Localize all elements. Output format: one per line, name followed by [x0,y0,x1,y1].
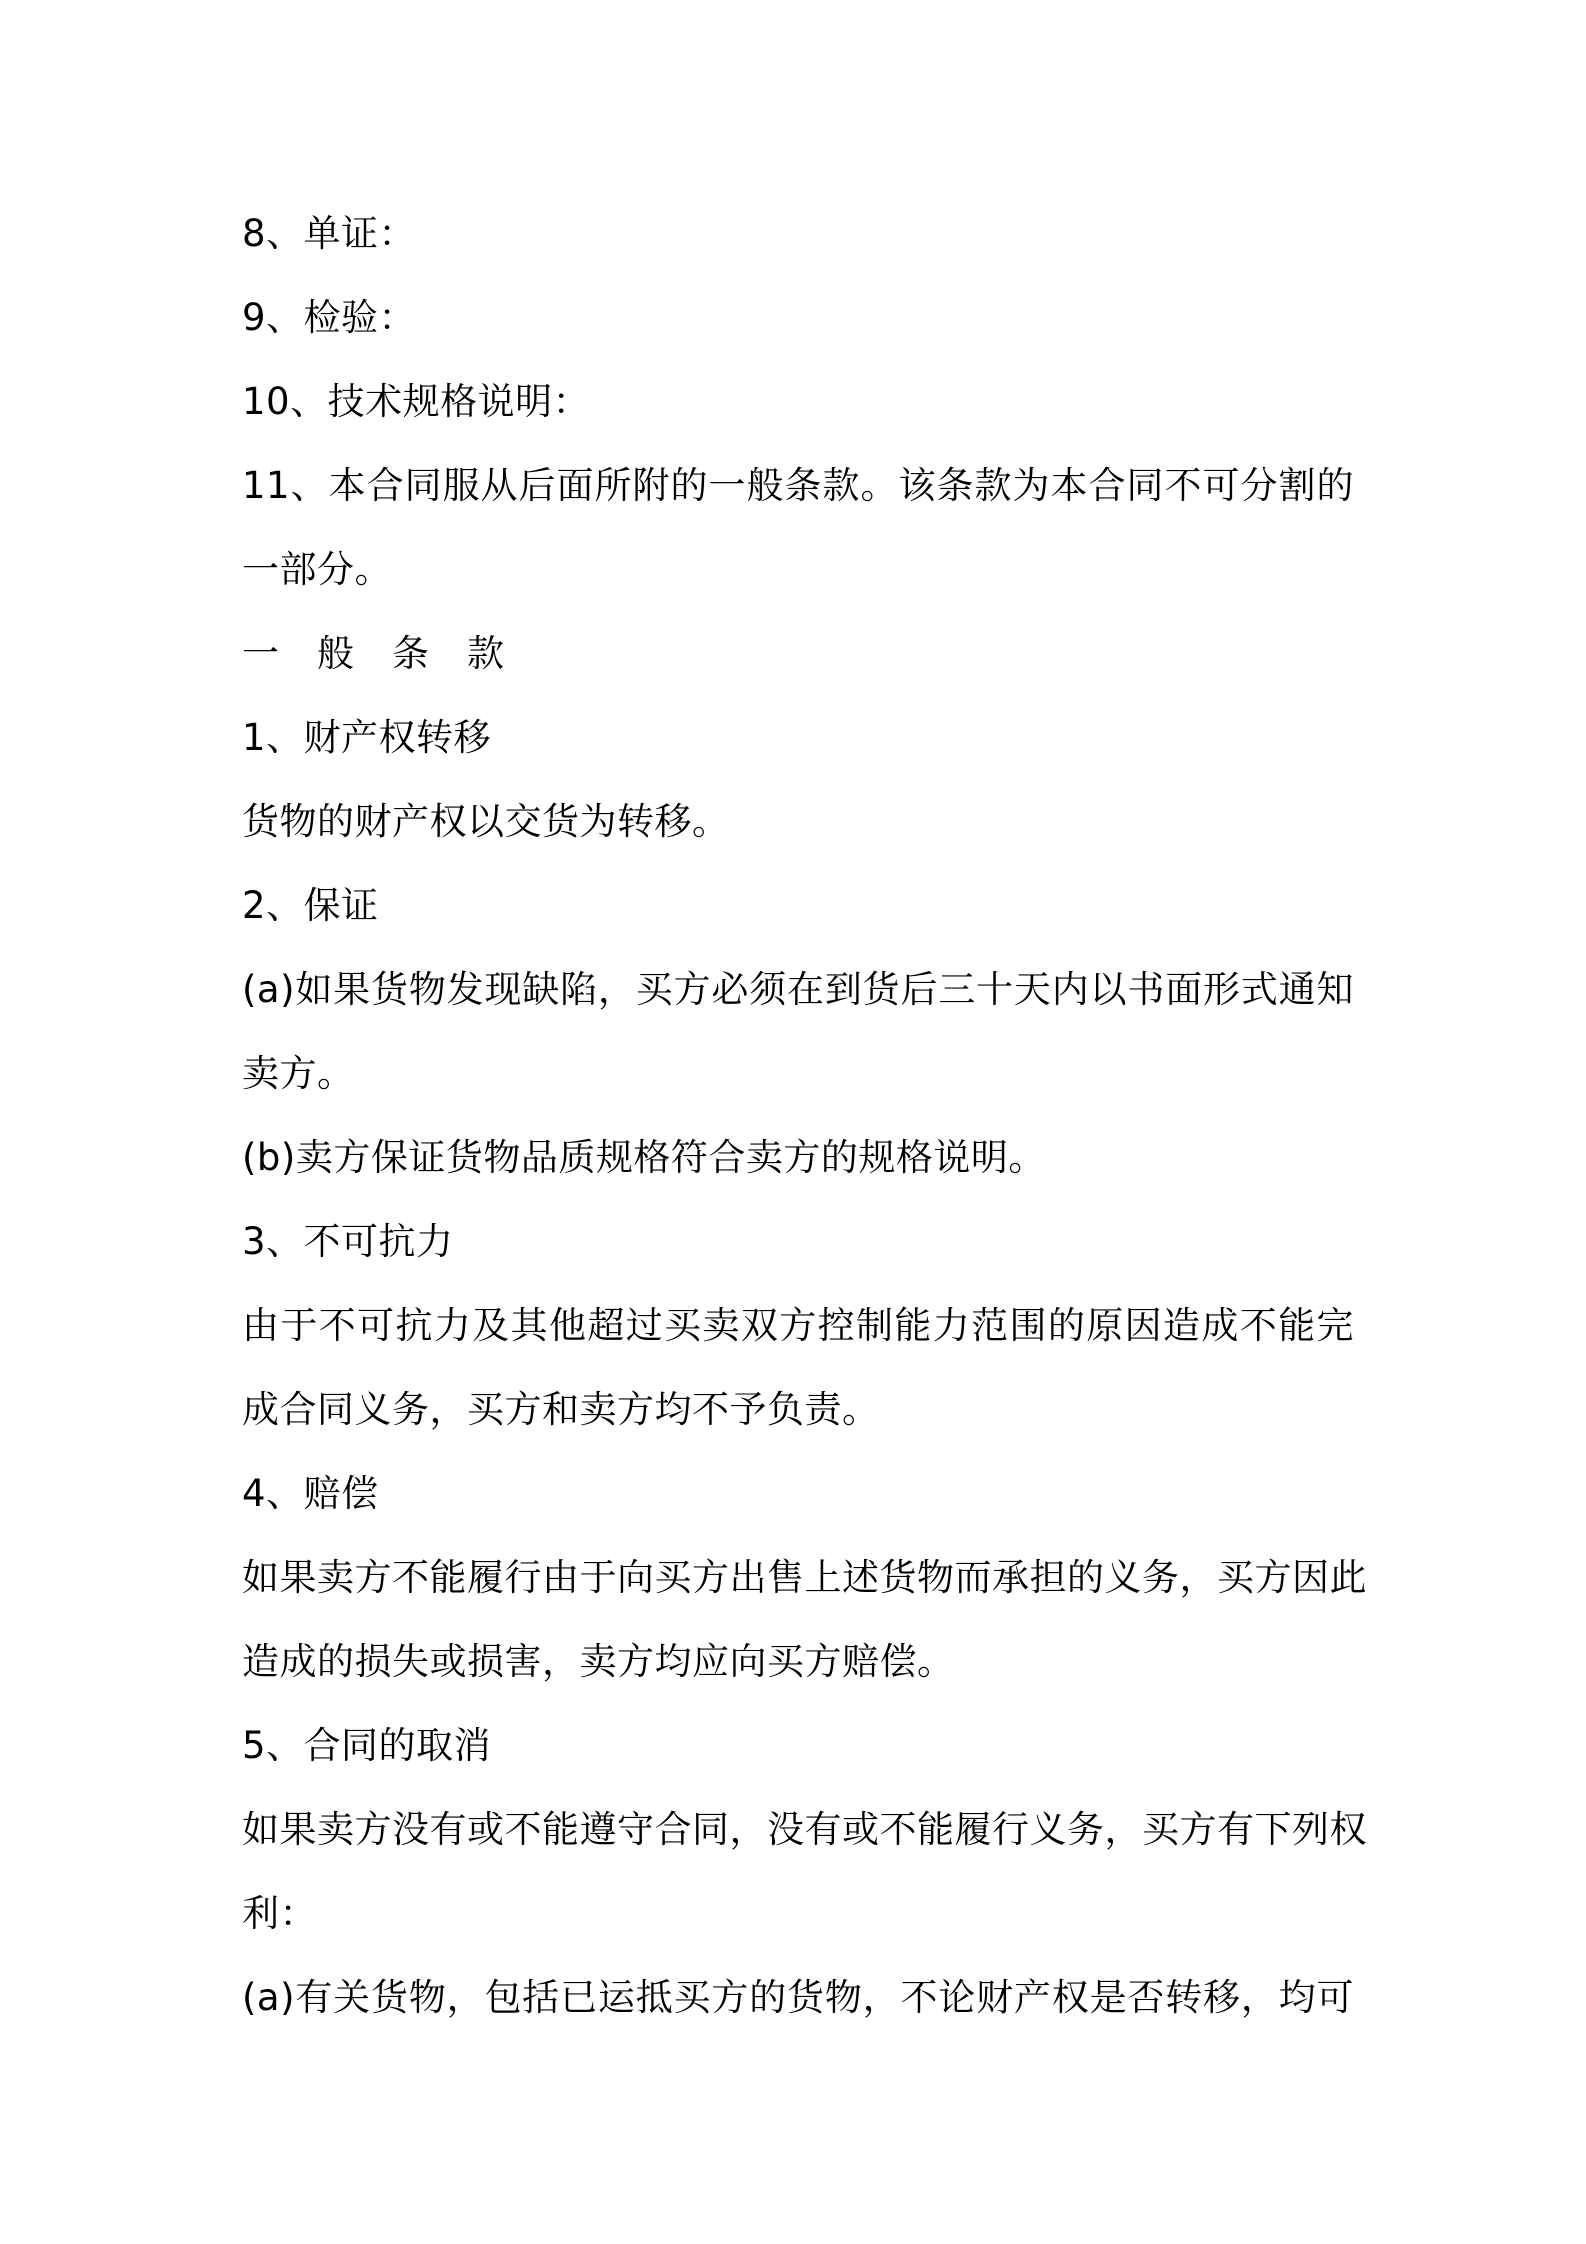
term-5-heading: 5、合同的取消 [242,1724,492,1767]
term-2b-text: (b)卖方保证货物品质规格符合卖方的规格说明。 [242,1136,1046,1179]
term-5a-line-1: (a)有关货物，包括已运抵买方的货物，不论财产权是否转移，均可 [242,1976,1354,2019]
term-5-line-2: 利： [242,1892,317,1935]
clause-11-line-2: 一部分。 [242,548,392,591]
term-2a-line-2: 卖方。 [242,1052,355,1095]
clause-11-line-1: 11、本合同服从后面所附的一般条款。该条款为本合同不可分割的 [242,464,1354,507]
term-4-heading: 4、赔偿 [242,1472,379,1515]
term-2-heading: 2、保证 [242,884,379,927]
term-1-text: 货物的财产权以交货为转移。 [242,800,730,843]
term-1-heading: 1、财产权转移 [242,716,492,759]
general-terms-heading: 一 般 条 款 [242,632,505,675]
clause-8-documents: 8、单证： [242,212,417,255]
term-4-line-2: 造成的损失或损害，卖方均应向买方赔偿。 [242,1640,955,1683]
term-3-line-2: 成合同义务，买方和卖方均不予负责。 [242,1388,880,1431]
term-4-line-1: 如果卖方不能履行由于向买方出售上述货物而承担的义务，买方因此 [242,1556,1367,1599]
clause-10-technical-spec: 10、技术规格说明： [242,380,591,423]
term-3-heading: 3、不可抗力 [242,1220,454,1263]
term-3-line-1: 由于不可抗力及其他超过买卖双方控制能力范围的原因造成不能完 [242,1304,1354,1347]
term-2a-line-1: (a)如果货物发现缺陷，买方必须在到货后三十天内以书面形式通知 [242,968,1354,1011]
term-5-line-1: 如果卖方没有或不能遵守合同，没有或不能履行义务，买方有下列权 [242,1808,1367,1851]
contract-text [242,192,1367,2040]
clause-9-inspection: 9、检验： [242,296,417,339]
